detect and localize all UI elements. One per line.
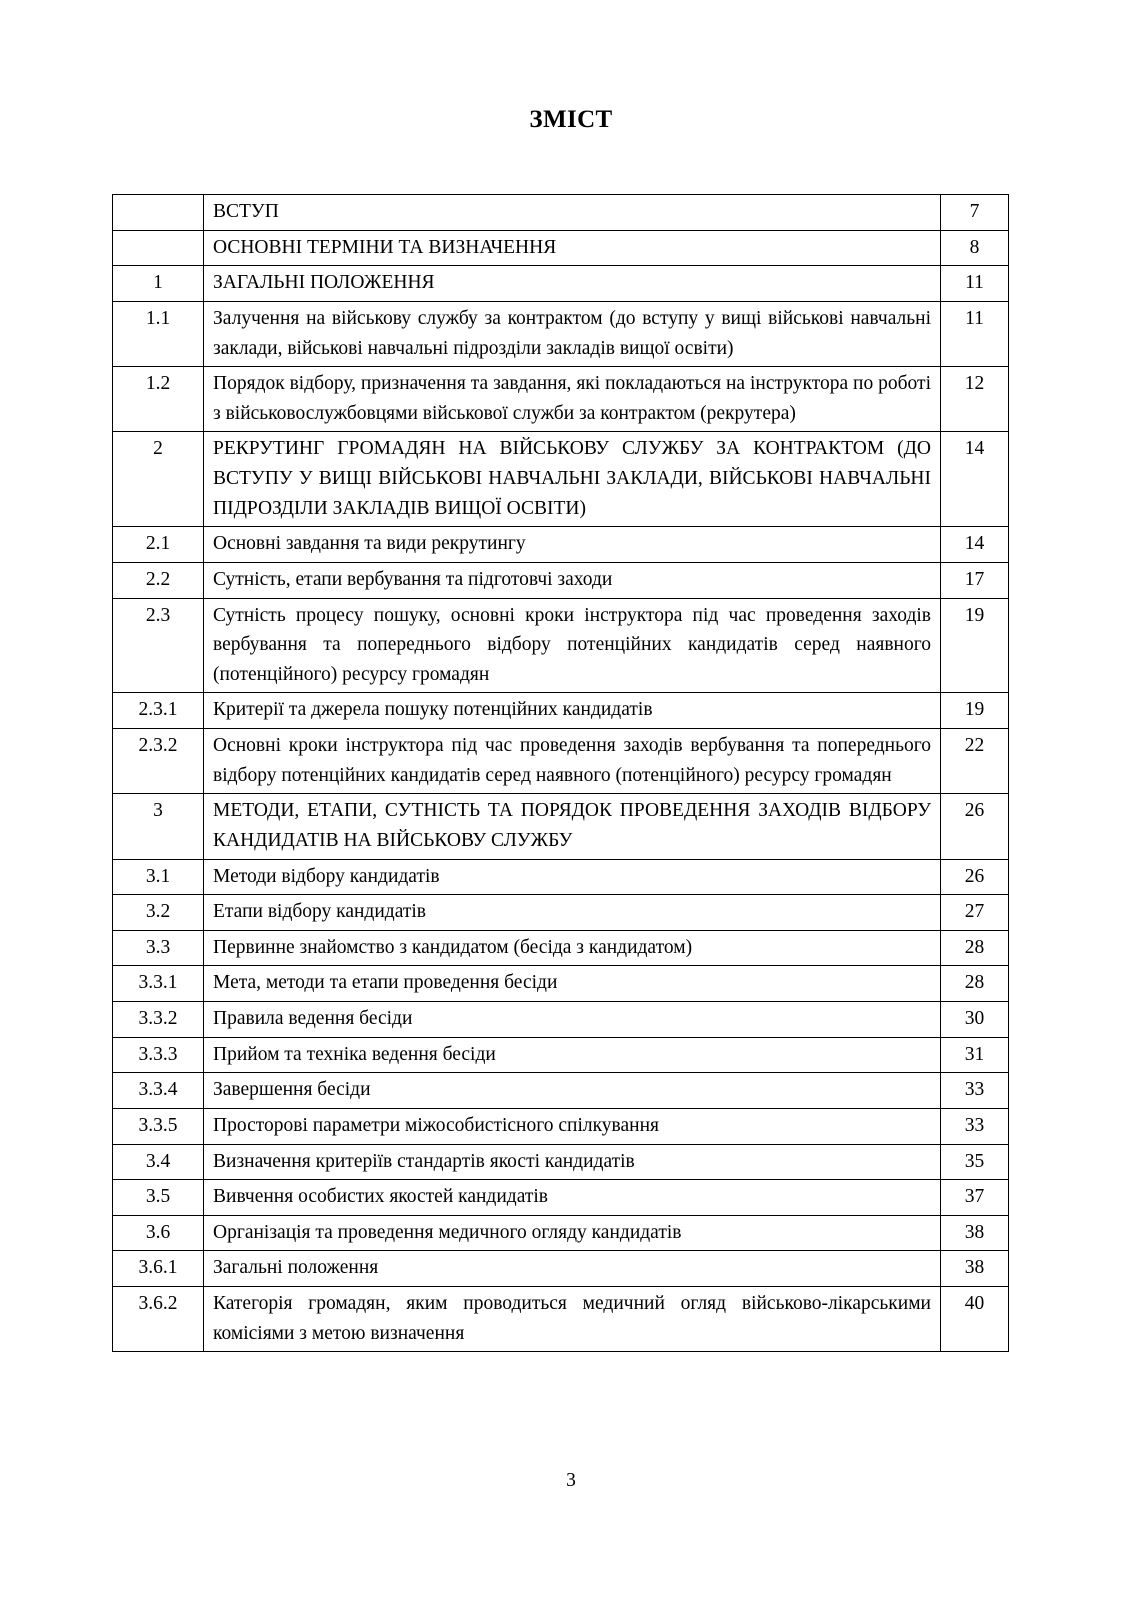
toc-section-number (113, 230, 204, 266)
toc-section-number: 3.6.1 (113, 1251, 204, 1287)
toc-page-number: 33 (941, 1108, 1009, 1144)
toc-entry-title[interactable]: Вивчення особистих якостей кандидатів (204, 1180, 941, 1216)
table-row (113, 266, 1009, 302)
toc-entry-title[interactable]: Порядок відбору, призначення та завдання, які покладаються на інструктора по роботі з військовослужбовцями військової служби за контрактом (рекрутера) (204, 367, 941, 432)
toc-page-number: 26 (941, 794, 1009, 859)
table-row (113, 432, 1009, 527)
table-row (113, 301, 1009, 366)
toc-entry-title[interactable]: Категорія громадян, яким проводиться медичний огляд військово-лікарськими комісіями з метою визначення (204, 1287, 941, 1352)
toc-page-number: 35 (941, 1144, 1009, 1180)
table-row (113, 1037, 1009, 1073)
toc-section-number: 3.3 (113, 930, 204, 966)
toc-page-number: 26 (941, 859, 1009, 895)
table-of-contents (112, 194, 1009, 1352)
toc-section-number: 2.2 (113, 562, 204, 598)
table-row (113, 1108, 1009, 1144)
table-row (113, 895, 1009, 931)
toc-page-number: 12 (941, 367, 1009, 432)
toc-page-number: 31 (941, 1037, 1009, 1073)
toc-page-number: 30 (941, 1002, 1009, 1038)
toc-page-number: 37 (941, 1180, 1009, 1216)
toc-entry-title[interactable]: Основні завдання та види рекрутингу (204, 527, 941, 563)
toc-entry-title[interactable]: ОСНОВНІ ТЕРМІНИ ТА ВИЗНАЧЕННЯ (204, 230, 941, 266)
toc-page-number: 38 (941, 1251, 1009, 1287)
toc-entry-title[interactable]: Сутність процесу пошуку, основні кроки інструктора під час проведення заходів вербування та попереднього відбору потенційних кандидатів серед наявного (потенційного) ресурсу громадян (204, 598, 941, 693)
toc-section-number: 3.6 (113, 1215, 204, 1251)
table-row (113, 794, 1009, 859)
toc-entry-title[interactable]: Методи відбору кандидатів (204, 859, 941, 895)
table-row (113, 1215, 1009, 1251)
toc-section-number: 3.6.2 (113, 1287, 204, 1352)
page-title: ЗМІСТ (529, 106, 613, 133)
toc-page-number: 38 (941, 1215, 1009, 1251)
toc-entry-title[interactable]: Організація та проведення медичного огляду кандидатів (204, 1215, 941, 1251)
toc-page-number: 27 (941, 895, 1009, 931)
toc-entry-title[interactable]: Завершення бесіди (204, 1073, 941, 1109)
toc-section-number: 2.3.1 (113, 693, 204, 729)
table-row (113, 562, 1009, 598)
toc-entry-title[interactable]: Мета, методи та етапи проведення бесіди (204, 966, 941, 1002)
toc-section-number: 1.1 (113, 301, 204, 366)
table-row (113, 1002, 1009, 1038)
toc-section-number: 1 (113, 266, 204, 302)
toc-page-number: 8 (941, 230, 1009, 266)
table-row (113, 598, 1009, 693)
toc-entry-title[interactable]: Сутність, етапи вербування та підготовчі заходи (204, 562, 941, 598)
toc-entry-title[interactable]: Загальні положення (204, 1251, 941, 1287)
table-row (113, 367, 1009, 432)
toc-entry-title[interactable]: Прийом та техніка ведення бесіди (204, 1037, 941, 1073)
toc-entry-title[interactable]: ВСТУП (204, 195, 941, 231)
table-row (113, 859, 1009, 895)
toc-entry-title[interactable]: РЕКРУТИНГ ГРОМАДЯН НА ВІЙСЬКОВУ СЛУЖБУ ЗА КОНТРАКТОМ (ДО ВСТУПУ У ВИЩІ ВІЙСЬКОВІ НАВЧАЛЬНІ ЗАКЛАДИ, ВІЙСЬКОВІ НАВЧАЛЬНІ ПІДРОЗДІЛИ ЗАКЛАДІВ ВИЩОЇ ОСВІТИ) (204, 432, 941, 527)
toc-entry-title[interactable]: Критерії та джерела пошуку потенційних кандидатів (204, 693, 941, 729)
table-row (113, 527, 1009, 563)
toc-section-number: 1.2 (113, 367, 204, 432)
table-row (113, 729, 1009, 794)
table-row (113, 966, 1009, 1002)
toc-page-number: 11 (941, 266, 1009, 302)
toc-entry-title[interactable]: МЕТОДИ, ЕТАПИ, СУТНІСТЬ ТА ПОРЯДОК ПРОВЕДЕННЯ ЗАХОДІВ ВІДБОРУ КАНДИДАТІВ НА ВІЙСЬКОВУ СЛУЖБУ (204, 794, 941, 859)
toc-section-number: 3.2 (113, 895, 204, 931)
toc-section-number: 3 (113, 794, 204, 859)
toc-section-number: 3.3.4 (113, 1073, 204, 1109)
toc-section-number: 3.3.1 (113, 966, 204, 1002)
toc-section-number: 2 (113, 432, 204, 527)
toc-section-number: 3.4 (113, 1144, 204, 1180)
table-row (113, 1287, 1009, 1352)
toc-entry-title[interactable]: Визначення критеріїв стандартів якості кандидатів (204, 1144, 941, 1180)
toc-section-number: 3.5 (113, 1180, 204, 1216)
toc-section-number: 2.3 (113, 598, 204, 693)
toc-entry-title[interactable]: Первинне знайомство з кандидатом (бесіда з кандидатом) (204, 930, 941, 966)
toc-section-number (113, 195, 204, 231)
toc-section-number: 2.1 (113, 527, 204, 563)
toc-entry-title[interactable]: Етапи відбору кандидатів (204, 895, 941, 931)
toc-entry-title[interactable]: Залучення на військову службу за контрактом (до вступу у вищі військові навчальні заклади, військові навчальні підрозділи закладів вищої освіти) (204, 301, 941, 366)
toc-page-number: 22 (941, 729, 1009, 794)
toc-page-number: 28 (941, 930, 1009, 966)
toc-section-number: 3.3.2 (113, 1002, 204, 1038)
toc-page-number: 17 (941, 562, 1009, 598)
toc-page-number: 14 (941, 432, 1009, 527)
toc-section-number: 2.3.2 (113, 729, 204, 794)
toc-page-number: 19 (941, 693, 1009, 729)
table-row (113, 930, 1009, 966)
toc-page-number: 7 (941, 195, 1009, 231)
toc-entry-title[interactable]: Правила ведення бесіди (204, 1002, 941, 1038)
toc-page-number: 14 (941, 527, 1009, 563)
toc-body (113, 195, 1009, 1352)
table-row (113, 230, 1009, 266)
toc-section-number: 3.3.5 (113, 1108, 204, 1144)
toc-entry-title[interactable]: Просторові параметри міжособистісного спілкування (204, 1108, 941, 1144)
table-row (113, 693, 1009, 729)
toc-section-number: 3.1 (113, 859, 204, 895)
toc-section-number: 3.3.3 (113, 1037, 204, 1073)
table-row (113, 1180, 1009, 1216)
toc-page-number: 19 (941, 598, 1009, 693)
toc-entry-title[interactable]: ЗАГАЛЬНІ ПОЛОЖЕННЯ (204, 266, 941, 302)
table-row (113, 1144, 1009, 1180)
table-row (113, 1251, 1009, 1287)
footer-page-number: 3 (566, 1470, 576, 1491)
toc-page-number: 33 (941, 1073, 1009, 1109)
toc-entry-title[interactable]: Основні кроки інструктора під час проведення заходів вербування та попереднього відбору потенційних кандидатів серед наявного (потенційного) ресурсу громадян (204, 729, 941, 794)
toc-page-number: 11 (941, 301, 1009, 366)
table-row (113, 195, 1009, 231)
toc-page-number: 40 (941, 1287, 1009, 1352)
toc-page-number: 28 (941, 966, 1009, 1002)
table-row (113, 1073, 1009, 1109)
